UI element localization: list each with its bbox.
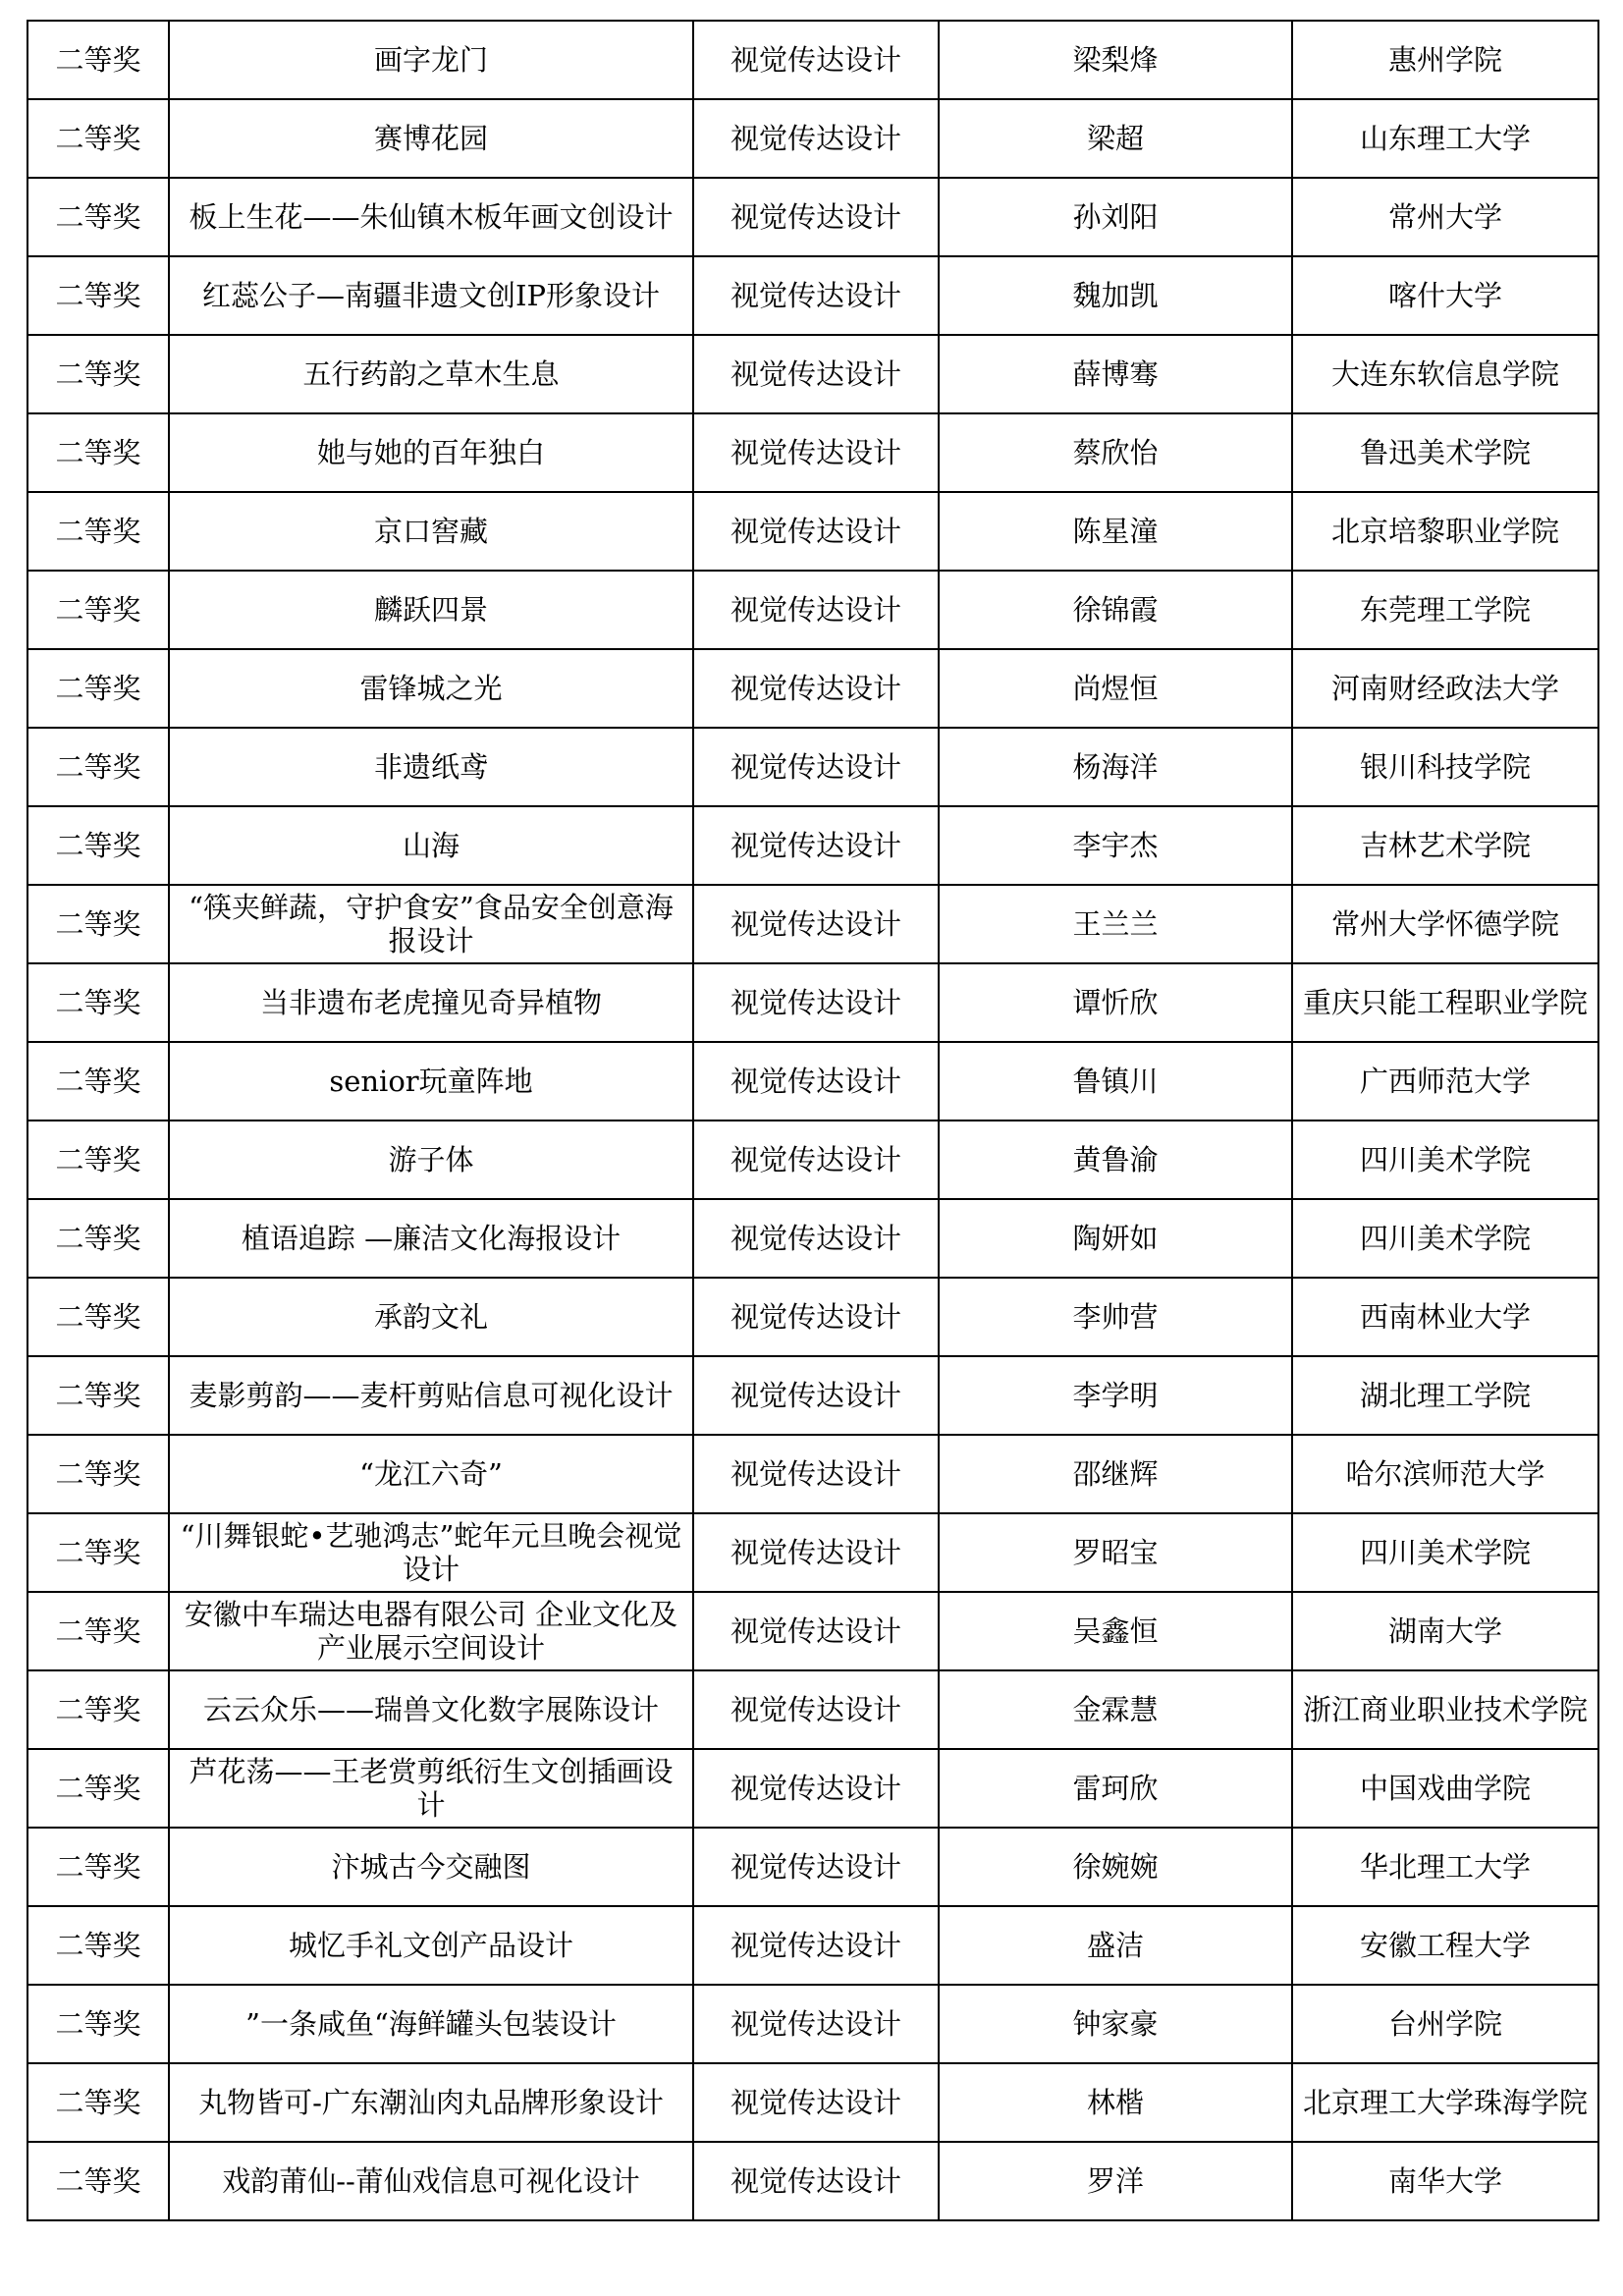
award-level-cell: 二等奖 — [27, 728, 169, 806]
table-row — [27, 1906, 1598, 1985]
award-level-cell: 二等奖 — [27, 649, 169, 728]
author-cell: 徐婉婉 — [939, 1828, 1292, 1906]
author-cell: 薛博骞 — [939, 335, 1292, 413]
author-cell: 谭忻欣 — [939, 963, 1292, 1042]
table-row — [27, 2063, 1598, 2142]
work-title-cell: 安徽中车瑞达电器有限公司 企业文化及产业展示空间设计 — [169, 1592, 693, 1670]
school-cell: 大连东软信息学院 — [1292, 335, 1598, 413]
table-row — [27, 256, 1598, 335]
author-cell: 孙刘阳 — [939, 178, 1292, 256]
school-cell: 西南林业大学 — [1292, 1278, 1598, 1356]
author-cell: 陶妍如 — [939, 1199, 1292, 1278]
table-row — [27, 21, 1598, 99]
school-cell: 湖南大学 — [1292, 1592, 1598, 1670]
award-level-cell: 二等奖 — [27, 1828, 169, 1906]
author-cell: 徐锦霞 — [939, 571, 1292, 649]
award-level-cell: 二等奖 — [27, 1199, 169, 1278]
category-cell: 视觉传达设计 — [693, 99, 939, 178]
table-row — [27, 1985, 1598, 2063]
category-cell: 视觉传达设计 — [693, 413, 939, 492]
award-level-cell: 二等奖 — [27, 963, 169, 1042]
category-cell: 视觉传达设计 — [693, 1121, 939, 1199]
author-cell: 梁超 — [939, 99, 1292, 178]
award-level-cell: 二等奖 — [27, 571, 169, 649]
award-level-cell: 二等奖 — [27, 1749, 169, 1828]
work-title-cell: 五行药韵之草木生息 — [169, 335, 693, 413]
school-cell: 河南财经政法大学 — [1292, 649, 1598, 728]
award-level-cell: 二等奖 — [27, 1592, 169, 1670]
table-row — [27, 1278, 1598, 1356]
table-row — [27, 335, 1598, 413]
work-title-cell: 植语追踪 —廉洁文化海报设计 — [169, 1199, 693, 1278]
category-cell: 视觉传达设计 — [693, 1985, 939, 2063]
award-level-cell: 二等奖 — [27, 1356, 169, 1435]
work-title-cell: “龙江六奇” — [169, 1435, 693, 1513]
category-cell: 视觉传达设计 — [693, 2142, 939, 2220]
work-title-cell: 城忆手礼文创产品设计 — [169, 1906, 693, 1985]
author-cell: 黄鲁渝 — [939, 1121, 1292, 1199]
work-title-cell: 京口窖藏 — [169, 492, 693, 571]
award-level-cell: 二等奖 — [27, 1278, 169, 1356]
school-cell: 安徽工程大学 — [1292, 1906, 1598, 1985]
table-row — [27, 1356, 1598, 1435]
work-title-cell: 麦影剪韵——麦杆剪贴信息可视化设计 — [169, 1356, 693, 1435]
author-cell: 雷珂欣 — [939, 1749, 1292, 1828]
work-title-cell: 红蕊公子—南疆非遗文创IP形象设计 — [169, 256, 693, 335]
school-cell: 四川美术学院 — [1292, 1513, 1598, 1592]
school-cell: 南华大学 — [1292, 2142, 1598, 2220]
work-title-cell: senior玩童阵地 — [169, 1042, 693, 1121]
table-row — [27, 1042, 1598, 1121]
category-cell: 视觉传达设计 — [693, 1592, 939, 1670]
school-cell: 东莞理工学院 — [1292, 571, 1598, 649]
author-cell: 蔡欣怡 — [939, 413, 1292, 492]
author-cell: 尚煜恒 — [939, 649, 1292, 728]
table-row — [27, 571, 1598, 649]
school-cell: 银川科技学院 — [1292, 728, 1598, 806]
table-row — [27, 806, 1598, 885]
table-row — [27, 728, 1598, 806]
category-cell: 视觉传达设计 — [693, 649, 939, 728]
table-row — [27, 1199, 1598, 1278]
award-level-cell: 二等奖 — [27, 1042, 169, 1121]
award-level-cell: 二等奖 — [27, 885, 169, 963]
work-title-cell: 板上生花——朱仙镇木板年画文创设计 — [169, 178, 693, 256]
table-row — [27, 1121, 1598, 1199]
school-cell: 吉林艺术学院 — [1292, 806, 1598, 885]
work-title-cell: 她与她的百年独白 — [169, 413, 693, 492]
work-title-cell: 游子体 — [169, 1121, 693, 1199]
table-row — [27, 1670, 1598, 1749]
category-cell: 视觉传达设计 — [693, 1749, 939, 1828]
work-title-cell: ”一条咸鱼“海鲜罐头包装设计 — [169, 1985, 693, 2063]
school-cell: 北京理工大学珠海学院 — [1292, 2063, 1598, 2142]
author-cell: 李宇杰 — [939, 806, 1292, 885]
table-row — [27, 1435, 1598, 1513]
work-title-cell: 赛博花园 — [169, 99, 693, 178]
table-row — [27, 963, 1598, 1042]
table-row — [27, 1513, 1598, 1592]
award-level-cell: 二等奖 — [27, 806, 169, 885]
award-level-cell: 二等奖 — [27, 492, 169, 571]
table-row — [27, 492, 1598, 571]
category-cell: 视觉传达设计 — [693, 1199, 939, 1278]
table-row — [27, 2142, 1598, 2220]
table-row — [27, 413, 1598, 492]
work-title-cell: 当非遗布老虎撞见奇异植物 — [169, 963, 693, 1042]
school-cell: 湖北理工学院 — [1292, 1356, 1598, 1435]
school-cell: 华北理工大学 — [1292, 1828, 1598, 1906]
award-level-cell: 二等奖 — [27, 1906, 169, 1985]
school-cell: 哈尔滨师范大学 — [1292, 1435, 1598, 1513]
school-cell: 台州学院 — [1292, 1985, 1598, 2063]
school-cell: 北京培黎职业学院 — [1292, 492, 1598, 571]
category-cell: 视觉传达设计 — [693, 1435, 939, 1513]
award-level-cell: 二等奖 — [27, 2142, 169, 2220]
category-cell: 视觉传达设计 — [693, 1906, 939, 1985]
school-cell: 浙江商业职业技术学院 — [1292, 1670, 1598, 1749]
award-table — [27, 20, 1599, 2221]
table-row — [27, 1828, 1598, 1906]
category-cell: 视觉传达设计 — [693, 1278, 939, 1356]
author-cell: 邵继辉 — [939, 1435, 1292, 1513]
table-row — [27, 885, 1598, 963]
author-cell: 王兰兰 — [939, 885, 1292, 963]
table-row — [27, 99, 1598, 178]
school-cell: 四川美术学院 — [1292, 1121, 1598, 1199]
author-cell: 梁梨烽 — [939, 21, 1292, 99]
work-title-cell: 非遗纸鸢 — [169, 728, 693, 806]
author-cell: 罗昭宝 — [939, 1513, 1292, 1592]
author-cell: 魏加凯 — [939, 256, 1292, 335]
work-title-cell: 雷锋城之光 — [169, 649, 693, 728]
award-level-cell: 二等奖 — [27, 413, 169, 492]
work-title-cell: 麟跃四景 — [169, 571, 693, 649]
author-cell: 罗洋 — [939, 2142, 1292, 2220]
category-cell: 视觉传达设计 — [693, 1828, 939, 1906]
author-cell: 杨海洋 — [939, 728, 1292, 806]
author-cell: 陈星潼 — [939, 492, 1292, 571]
school-cell: 常州大学怀德学院 — [1292, 885, 1598, 963]
award-level-cell: 二等奖 — [27, 1985, 169, 2063]
category-cell: 视觉传达设计 — [693, 1513, 939, 1592]
school-cell: 喀什大学 — [1292, 256, 1598, 335]
category-cell: 视觉传达设计 — [693, 963, 939, 1042]
category-cell: 视觉传达设计 — [693, 1042, 939, 1121]
category-cell: 视觉传达设计 — [693, 806, 939, 885]
school-cell: 重庆只能工程职业学院 — [1292, 963, 1598, 1042]
author-cell: 李帅营 — [939, 1278, 1292, 1356]
table-row — [27, 1749, 1598, 1828]
work-title-cell: 芦花荡——王老赏剪纸衍生文创插画设计 — [169, 1749, 693, 1828]
work-title-cell: “筷夹鲜蔬，守护食安”食品安全创意海报设计 — [169, 885, 693, 963]
author-cell: 吴鑫恒 — [939, 1592, 1292, 1670]
work-title-cell: 云云众乐——瑞兽文化数字展陈设计 — [169, 1670, 693, 1749]
work-title-cell: 画字龙门 — [169, 21, 693, 99]
category-cell: 视觉传达设计 — [693, 2063, 939, 2142]
category-cell: 视觉传达设计 — [693, 256, 939, 335]
award-level-cell: 二等奖 — [27, 1121, 169, 1199]
table-row — [27, 649, 1598, 728]
work-title-cell: 承韵文礼 — [169, 1278, 693, 1356]
award-level-cell: 二等奖 — [27, 1670, 169, 1749]
work-title-cell: 山海 — [169, 806, 693, 885]
school-cell: 惠州学院 — [1292, 21, 1598, 99]
award-level-cell: 二等奖 — [27, 1435, 169, 1513]
award-table-body — [27, 21, 1598, 2220]
school-cell: 广西师范大学 — [1292, 1042, 1598, 1121]
author-cell: 金霖慧 — [939, 1670, 1292, 1749]
category-cell: 视觉传达设计 — [693, 492, 939, 571]
school-cell: 常州大学 — [1292, 178, 1598, 256]
award-level-cell: 二等奖 — [27, 21, 169, 99]
author-cell: 盛洁 — [939, 1906, 1292, 1985]
work-title-cell: 丸物皆可-广东潮汕肉丸品牌形象设计 — [169, 2063, 693, 2142]
category-cell: 视觉传达设计 — [693, 728, 939, 806]
work-title-cell: “川舞银蛇•艺驰鸿志”蛇年元旦晚会视觉设计 — [169, 1513, 693, 1592]
award-level-cell: 二等奖 — [27, 99, 169, 178]
award-level-cell: 二等奖 — [27, 335, 169, 413]
author-cell: 鲁镇川 — [939, 1042, 1292, 1121]
school-cell: 四川美术学院 — [1292, 1199, 1598, 1278]
author-cell: 林楷 — [939, 2063, 1292, 2142]
table-row — [27, 178, 1598, 256]
school-cell: 山东理工大学 — [1292, 99, 1598, 178]
school-cell: 鲁迅美术学院 — [1292, 413, 1598, 492]
category-cell: 视觉传达设计 — [693, 21, 939, 99]
category-cell: 视觉传达设计 — [693, 1670, 939, 1749]
category-cell: 视觉传达设计 — [693, 571, 939, 649]
school-cell: 中国戏曲学院 — [1292, 1749, 1598, 1828]
category-cell: 视觉传达设计 — [693, 885, 939, 963]
author-cell: 李学明 — [939, 1356, 1292, 1435]
work-title-cell: 汴城古今交融图 — [169, 1828, 693, 1906]
work-title-cell: 戏韵莆仙--莆仙戏信息可视化设计 — [169, 2142, 693, 2220]
category-cell: 视觉传达设计 — [693, 1356, 939, 1435]
award-level-cell: 二等奖 — [27, 2063, 169, 2142]
author-cell: 钟家豪 — [939, 1985, 1292, 2063]
table-row — [27, 1592, 1598, 1670]
award-level-cell: 二等奖 — [27, 1513, 169, 1592]
award-level-cell: 二等奖 — [27, 178, 169, 256]
category-cell: 视觉传达设计 — [693, 335, 939, 413]
award-level-cell: 二等奖 — [27, 256, 169, 335]
category-cell: 视觉传达设计 — [693, 178, 939, 256]
